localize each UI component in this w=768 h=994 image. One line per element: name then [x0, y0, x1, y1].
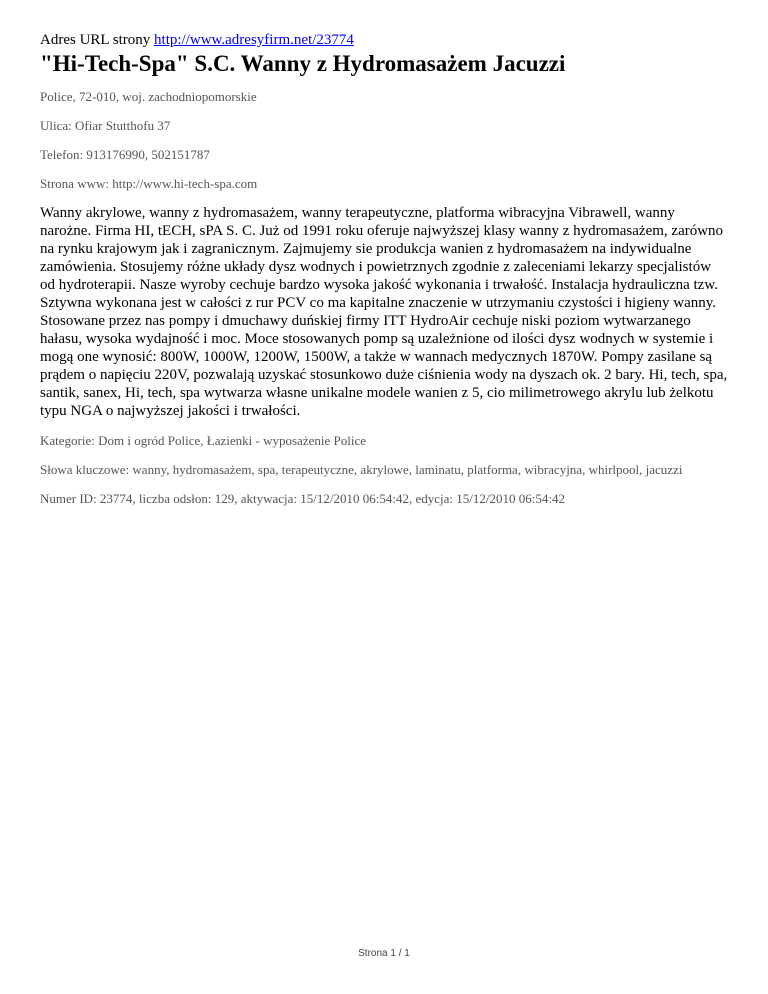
page-number: Strona 1 / 1	[358, 948, 410, 959]
company-website: Strona www: http://www.hi-tech-spa.com	[40, 176, 258, 191]
company-phone: Telefon: 913176990, 502151787	[40, 147, 210, 162]
url-line	[40, 30, 728, 50]
keywords-line: Słowa kluczowe: wanny, hydromasażem, spa, terapeutyczne, akrylowe, laminatu, platforma, wibracyjna, whirlpool, jacuzzi	[40, 462, 683, 477]
url-label: Adres URL strony	[40, 32, 151, 48]
record-info-line: Numer ID: 23774, liczba odsłon: 129, aktywacja: 15/12/2010 06:54:42, edycja: 15/12/2010 06:54:42	[40, 491, 565, 506]
document-page	[40, 30, 728, 519]
company-street: Ulica: Ofiar Stutthofu 37	[40, 118, 171, 133]
company-description: Wanny akrylowe, wanny z hydromasażem, wanny terapeutyczne, platforma wibracyjna Vibrawell, wanny narożne. Firma HI, tECH, sPA S. C. Już od 1991 roku oferuje najwyższej klasy wanny z hydromasażem, zarówno na rynku krajowym jak i zagranicznym. Zajmujemy sie produkcja wanien z hydromasażem na indywidualne zamówienia. Stosujemy różne układy dysz wodnych i powietrznych zgodnie z zaleceniami lekarzy specjalistów od hydroterapii. Nasze wyroby cechuje bardzo wysoka jakość wykonania i trwałość. Instalacja hydrauliczna tzw. Sztywna wykonana jest w całości z rur PCV co ma kapitalne znaczenie w utrzymaniu czystości i higieny wanny. Stosowane przez nas pompy i dmuchawy duńskiej firmy ITT HydroAir cechuje niski poziom wytwarzanego hałasu, wysoka wydajność i moc. Moce stosowanych pomp są uzależnione od ilości dysz wodnych w systemie i mogą one wynosić: 800W, 1000W, 1200W, 1500W, a także w wannach medycznych 1870W. Pompy zasilane są prądem o napięciu 220V, pozwalają uzyskać stosunkowo duże ciśnienia wody na dyszach ok. 2 bary. Hi, tech, spa, santik, sanex, Hi, tech, spa wytwarza własne unikalne modele wanien z 5, cio milimetrowego akrylu lub żelkotu typu NGA o najwyższej jakości i trwałości.	[40, 205, 728, 419]
company-location: Police, 72-010, woj. zachodniopomorskie	[40, 89, 257, 104]
categories-line: Kategorie: Dom i ogród Police, Łazienki - wyposażenie Police	[40, 433, 366, 448]
company-title: "Hi-Tech-Spa" S.C. Wanny z Hydromasażem Jacuzzi	[40, 51, 566, 76]
source-url-link[interactable]: http://www.adresyfirm.net/23774	[154, 32, 354, 48]
